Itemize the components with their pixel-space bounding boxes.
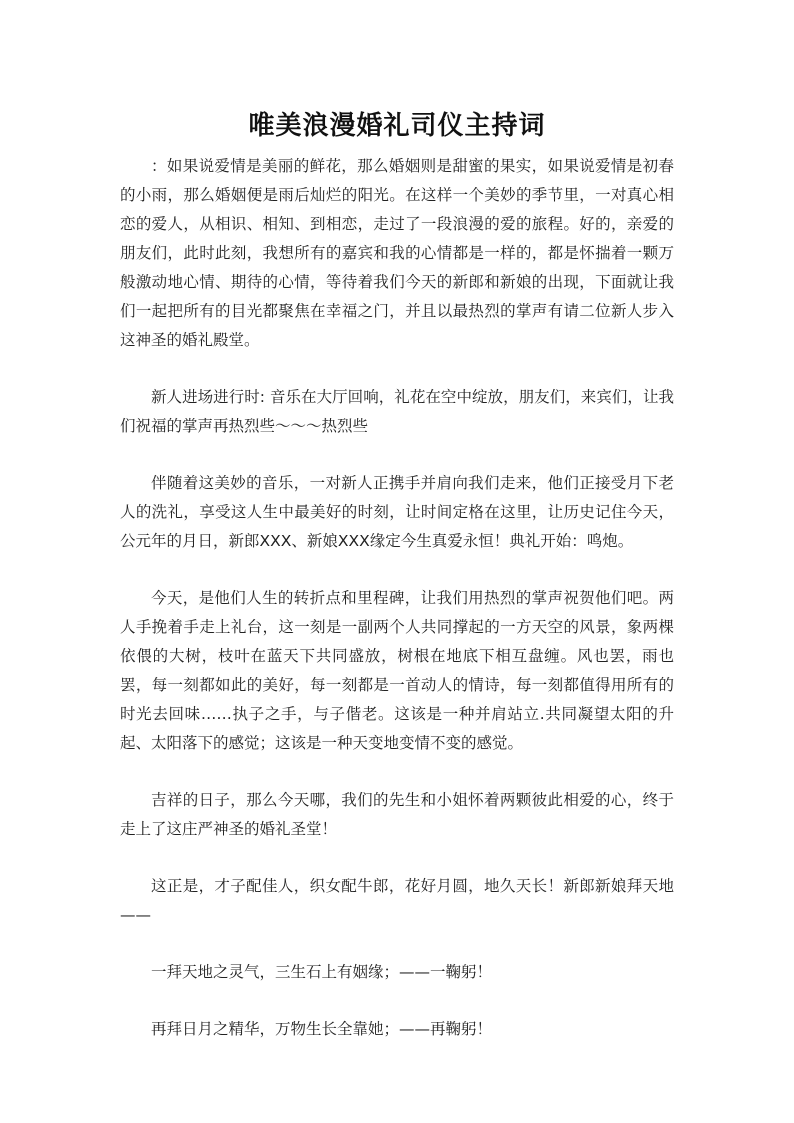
paragraph-auspicious-day: 吉祥的日子，那么今天哪，我们的先生和小姐怀着两颗彼此相爱的心，终于走上了这庄严神圣的婚礼圣堂！ [120,791,674,838]
paragraph-worship-intro: 这正是，才子配佳人，织女配牛郎，花好月圆，地久天长！新郎新娘拜天地—— [120,877,674,924]
page-title: 唯美浪漫婚礼司仪主持词 [248,111,546,141]
paragraph-ceremony-start: 伴随着这美妙的音乐，一对新人正携手并肩向我们走来，他们正接受月下老人的洗礼，享受这人生中最美好的时刻，让时间定格在这里，让历史记住今天，公元年的月日，新郎XXX、新娘XXX缘定今生真爱永恒！典礼开始：鸣炮。 [120,474,674,550]
document-body [120,152,674,1072]
paragraph-second-bow: 再拜日月之精华，万物生长全靠她；——再鞠躬！ [151,1020,493,1038]
paragraph-milestone: 今天，是他们人生的转折点和里程碑，让我们用热烈的掌声祝贺他们吧。两人手挽着手走上礼台，这一刻是一副两个人共同撑起的一方天空的风景，象两棵依偎的大树，枝叶在蓝天下共同盛放，树根在地底下相互盘缠。风也罢，雨也罢，每一刻都如此的美好，每一刻都是一首动人的情诗，每一刻都值得用所有的时光去回味……执子之手，与子偕老。这该是一种并肩站立.共同凝望太阳的升起、太阳落下的感觉；这该是一种天变地变情不变的感觉。 [120,589,674,752]
paragraph-first-bow: 一拜天地之灵气，三生石上有姻缘；——一鞠躬！ [151,963,493,981]
paragraph-opening: ：如果说爱情是美丽的鲜花，那么婚姻则是甜蜜的果实，如果说爱情是初春的小雨，那么婚姻便是雨后灿烂的阳光。在这样一个美妙的季节里，一对真心相恋的爱人，从相识、相知、到相恋，走过了一段浪漫的爱的旅程。好的，亲爱的朋友们，此时此刻，我想所有的嘉宾和我的心情都是一样的，都是怀揣着一颗万般激动地心情、期待的心情，等待着我们今天的新郎和新娘的出现，下面就让我们一起把所有的目光都聚焦在幸福之门，并且以最热烈的掌声有请二位新人步入这神圣的婚礼殿堂。 [120,157,674,349]
paragraph-entrance: 新人进场进行时: 音乐在大厅回响，礼花在空中绽放，朋友们，来宾们，让我们祝福的掌声再热烈些～～～热烈些 [120,388,674,435]
